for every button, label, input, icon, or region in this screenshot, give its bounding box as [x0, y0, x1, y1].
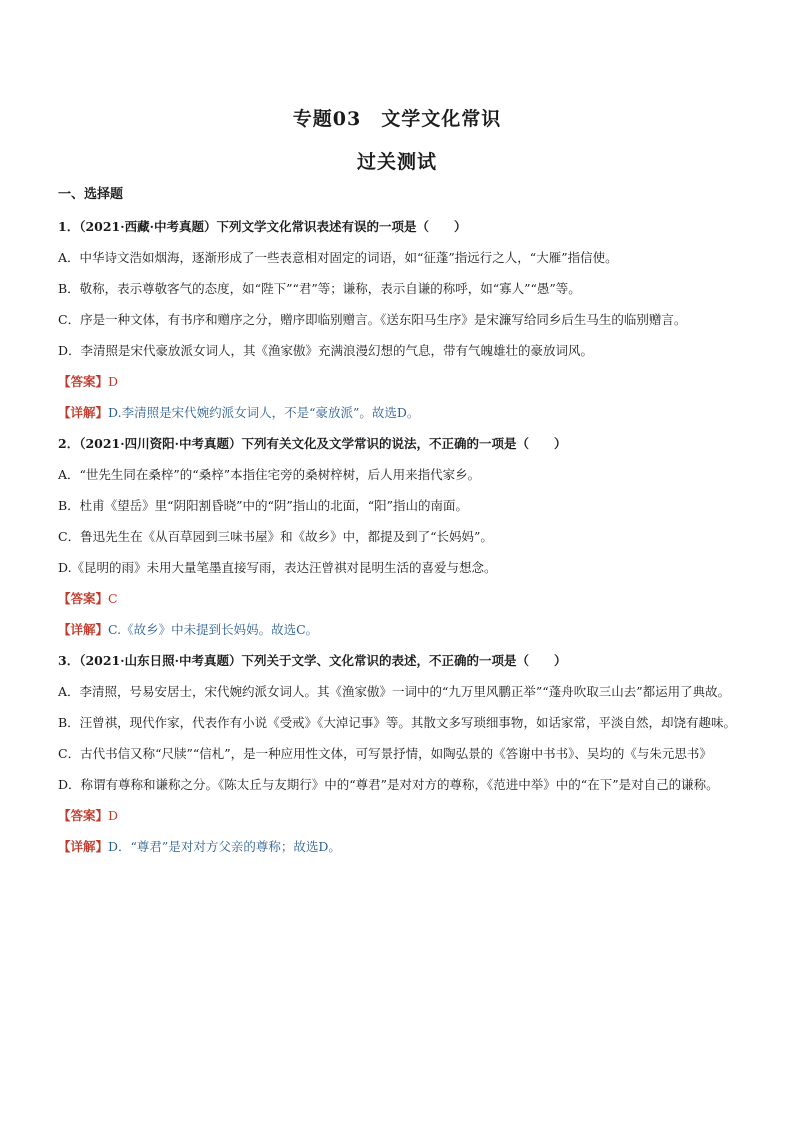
- answer-tag: 【答案】: [58, 591, 109, 606]
- explanation-text: C.《故乡》中未提到长妈妈。故选C。: [108, 622, 319, 637]
- explanation-tag: 【详解】: [58, 839, 109, 854]
- explanation-tag: 【详解】: [58, 405, 109, 420]
- option-c: C．古代书信又称“尺牍”“信札”，是一种应用性文体，可写景抒情，如陶弘景的《答谢中书书》、吴均的《与朱元思书》: [58, 746, 712, 761]
- question-2: [58, 432, 738, 642]
- question-stem: 3．（2021·山东日照·中考真题）下列关于文学、文化常识的表述，不正确的一项是（ ）: [58, 653, 567, 668]
- question-stem: 1．（2021·西藏·中考真题）下列文学文化常识表述有误的一项是（ ）: [58, 219, 467, 234]
- option-d: D．李清照是宋代豪放派女词人，其《渔家傲》充满浪漫幻想的气息，带有气魄雄壮的豪放词风。: [58, 343, 594, 358]
- option-d: D.《昆明的雨》未用大量笔墨直接写雨，表达汪曾祺对昆明生活的喜爱与想念。: [58, 560, 497, 575]
- explanation-line: [58, 835, 738, 859]
- section-heading: 一、选择题: [58, 187, 124, 202]
- option-a: A．李清照，号易安居士，宋代婉约派女词人。其《渔家傲》一词中的“九万里风鹏正举”“蓬舟吹取三山去”都运用了典故。: [58, 684, 731, 699]
- answer-line: [58, 370, 738, 394]
- answer-line: [58, 587, 738, 611]
- explanation-line: [58, 401, 738, 425]
- answer-value: D: [108, 808, 119, 823]
- page-subtitle: 过关测试: [356, 151, 437, 173]
- question-stem: 2．（2021·四川资阳·中考真题）下列有关文化及文学常识的说法，不正确的一项是（ ）: [58, 436, 567, 451]
- answer-line: [58, 804, 738, 828]
- question-3: [58, 649, 738, 859]
- option-a: A．“世先生同在桑梓”的“桑梓”本指住宅旁的桑树梓树，后人用来指代家乡。: [58, 467, 481, 482]
- option-a: A．中华诗文浩如烟海，逐渐形成了一些表意相对固定的词语，如“征蓬”指远行之人，“大雁”指信使。: [58, 250, 618, 265]
- explanation-tag: 【详解】: [58, 622, 109, 637]
- answer-value: C: [108, 591, 118, 606]
- answer-tag: 【答案】: [58, 374, 109, 389]
- page-title: 专题03 文学文化常识: [292, 108, 502, 130]
- option-b: B．汪曾祺，现代作家，代表作有小说《受戒》《大淖记事》等。其散文多写琐细事物，如话家常，平淡自然，却饶有趣味。: [58, 715, 736, 730]
- question-content: [58, 183, 738, 866]
- option-b: B．杜甫《望岳》里“阴阳割昏晓”中的“阴”指山的北面，“阳”指山的南面。: [58, 498, 469, 513]
- explanation-text: D．“尊君”是对对方父亲的尊称；故选D。: [108, 839, 341, 854]
- option-b: B．敬称，表示尊敬客气的态度，如“陛下”“君”等；谦称，表示自谦的称呼，如“寡人”“愚”等。: [58, 281, 581, 296]
- explanation-text: D.李清照是宋代婉约派女词人，不是“豪放派”。故选D。: [108, 405, 420, 420]
- explanation-line: [58, 618, 738, 642]
- option-c: C．序是一种文体，有书序和赠序之分，赠序即临别赠言。《送东阳马生序》是宋濂写给同乡后生马生的临别赠言。: [58, 312, 687, 327]
- answer-value: D: [108, 374, 119, 389]
- option-c: C．鲁迅先生在《从百草园到三味书屋》和《故乡》中，都提及到了“长妈妈”。: [58, 529, 493, 544]
- answer-tag: 【答案】: [58, 808, 109, 823]
- question-1: [58, 215, 738, 425]
- option-d: D．称谓有尊称和谦称之分。《陈太丘与友期行》中的“尊君”是对对方的尊称，《范进中举》中的“在下”是对自己的谦称。: [58, 777, 719, 792]
